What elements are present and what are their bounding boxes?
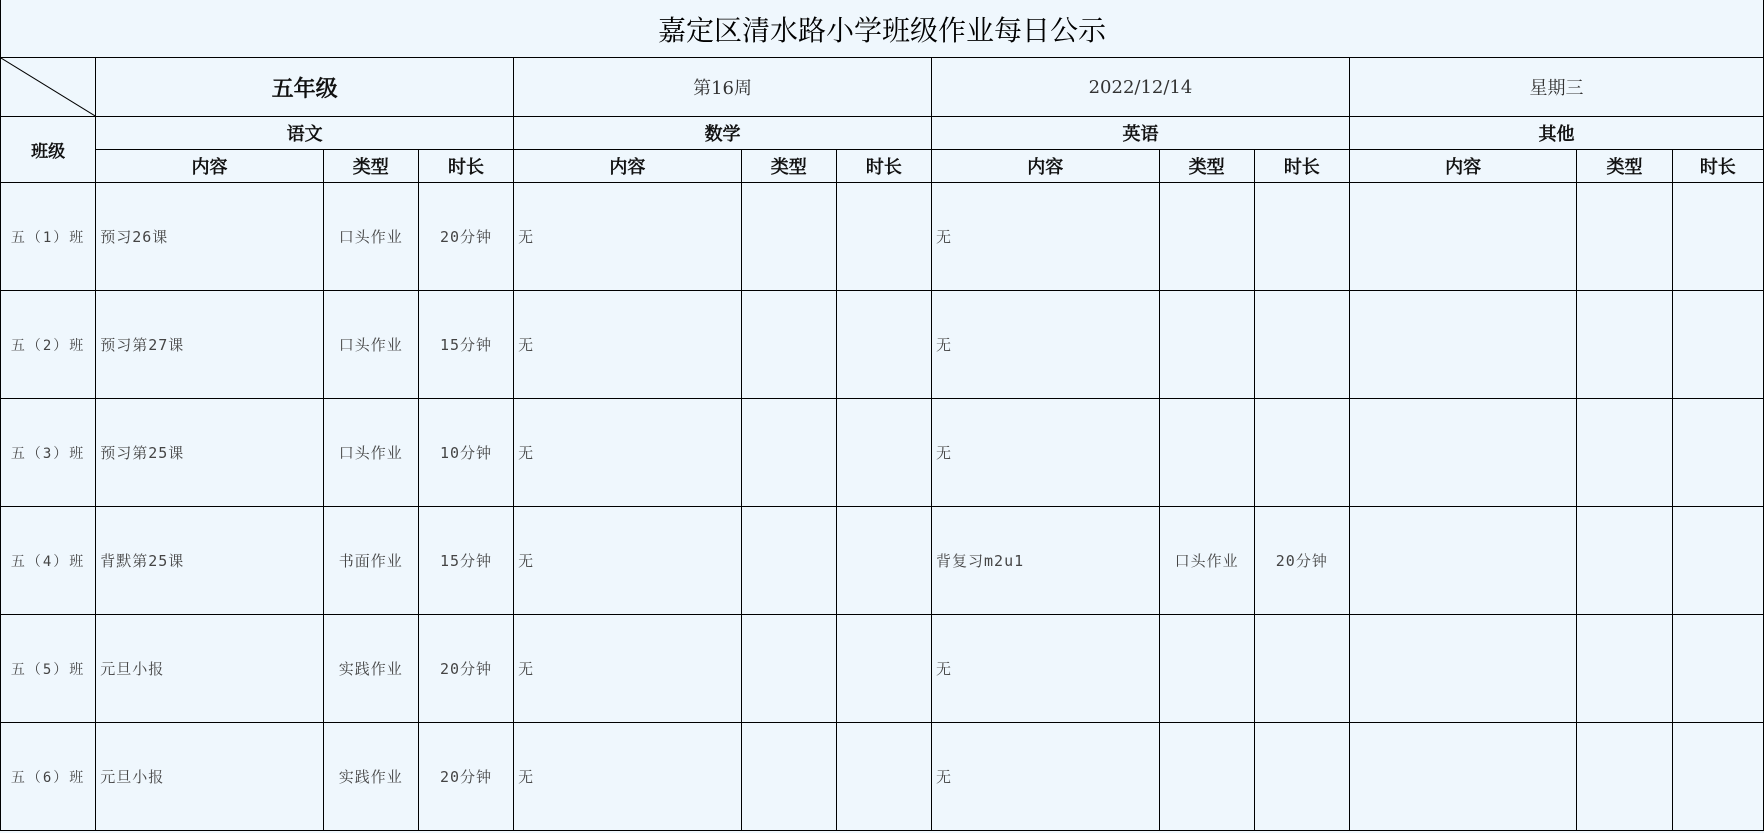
subject-header-english: 英语 xyxy=(932,117,1350,150)
other-type-cell[interactable] xyxy=(1577,507,1672,615)
class-name-cell[interactable]: 五（2）班 xyxy=(1,291,96,399)
table-row xyxy=(1,399,1764,507)
chinese-duration-cell[interactable]: 20分钟 xyxy=(418,723,513,831)
column-header-chinese-type: 类型 xyxy=(323,150,418,183)
other-duration-cell[interactable] xyxy=(1672,723,1763,831)
chinese-type-cell[interactable]: 实践作业 xyxy=(323,723,418,831)
english-duration-cell[interactable]: 20分钟 xyxy=(1254,507,1349,615)
other-content-cell[interactable] xyxy=(1349,183,1577,291)
page-title: 嘉定区清水路小学班级作业每日公示 xyxy=(1,0,1764,58)
other-duration-cell[interactable] xyxy=(1672,399,1763,507)
column-header-chinese-duration: 时长 xyxy=(418,150,513,183)
english-type-cell[interactable] xyxy=(1159,615,1254,723)
math-duration-cell[interactable] xyxy=(836,399,931,507)
chinese-duration-cell[interactable]: 20分钟 xyxy=(418,615,513,723)
english-content-cell[interactable]: 无 xyxy=(932,183,1160,291)
chinese-type-cell[interactable]: 口头作业 xyxy=(323,399,418,507)
other-content-cell[interactable] xyxy=(1349,507,1577,615)
table-row xyxy=(1,615,1764,723)
math-duration-cell[interactable] xyxy=(836,291,931,399)
class-name-cell[interactable]: 五（5）班 xyxy=(1,615,96,723)
table-row xyxy=(1,183,1764,291)
math-content-cell[interactable]: 无 xyxy=(514,507,742,615)
chinese-type-cell[interactable]: 口头作业 xyxy=(323,183,418,291)
class-column-header: 班级 xyxy=(1,117,96,183)
column-header-other-content: 内容 xyxy=(1349,150,1577,183)
diagonal-line-icon xyxy=(1,58,95,116)
math-content-cell[interactable]: 无 xyxy=(514,723,742,831)
english-type-cell[interactable]: 口头作业 xyxy=(1159,507,1254,615)
english-content-cell[interactable]: 无 xyxy=(932,723,1160,831)
chinese-content-cell[interactable]: 元旦小报 xyxy=(96,615,324,723)
other-type-cell[interactable] xyxy=(1577,615,1672,723)
math-duration-cell[interactable] xyxy=(836,615,931,723)
chinese-content-cell[interactable]: 预习第27课 xyxy=(96,291,324,399)
table-row xyxy=(1,507,1764,615)
math-type-cell[interactable] xyxy=(741,507,836,615)
chinese-duration-cell[interactable]: 15分钟 xyxy=(418,291,513,399)
chinese-content-cell[interactable]: 预习第25课 xyxy=(96,399,324,507)
table-row xyxy=(1,291,1764,399)
weekday-label: 星期三 xyxy=(1349,58,1763,117)
diagonal-header-cell xyxy=(1,58,96,117)
class-name-cell[interactable]: 五（3）班 xyxy=(1,399,96,507)
english-type-cell[interactable] xyxy=(1159,399,1254,507)
subject-header-chinese: 语文 xyxy=(96,117,514,150)
other-duration-cell[interactable] xyxy=(1672,507,1763,615)
other-content-cell[interactable] xyxy=(1349,291,1577,399)
class-name-cell[interactable]: 五（4）班 xyxy=(1,507,96,615)
math-content-cell[interactable]: 无 xyxy=(514,291,742,399)
english-type-cell[interactable] xyxy=(1159,723,1254,831)
chinese-type-cell[interactable]: 口头作业 xyxy=(323,291,418,399)
math-duration-cell[interactable] xyxy=(836,507,931,615)
english-content-cell[interactable]: 无 xyxy=(932,615,1160,723)
column-header-english-duration: 时长 xyxy=(1254,150,1349,183)
english-type-cell[interactable] xyxy=(1159,183,1254,291)
english-type-cell[interactable] xyxy=(1159,291,1254,399)
grade-label: 五年级 xyxy=(96,58,514,117)
english-duration-cell[interactable] xyxy=(1254,723,1349,831)
math-type-cell[interactable] xyxy=(741,723,836,831)
chinese-duration-cell[interactable]: 20分钟 xyxy=(418,183,513,291)
other-type-cell[interactable] xyxy=(1577,183,1672,291)
other-duration-cell[interactable] xyxy=(1672,291,1763,399)
chinese-type-cell[interactable]: 书面作业 xyxy=(323,507,418,615)
other-content-cell[interactable] xyxy=(1349,399,1577,507)
subject-header-other: 其他 xyxy=(1349,117,1763,150)
other-duration-cell[interactable] xyxy=(1672,183,1763,291)
math-duration-cell[interactable] xyxy=(836,183,931,291)
math-type-cell[interactable] xyxy=(741,399,836,507)
chinese-type-cell[interactable]: 实践作业 xyxy=(323,615,418,723)
table-row xyxy=(1,723,1764,831)
english-duration-cell[interactable] xyxy=(1254,291,1349,399)
math-duration-cell[interactable] xyxy=(836,723,931,831)
week-label: 第16周 xyxy=(514,58,932,117)
english-duration-cell[interactable] xyxy=(1254,615,1349,723)
math-content-cell[interactable]: 无 xyxy=(514,615,742,723)
english-content-cell[interactable]: 无 xyxy=(932,291,1160,399)
english-content-cell[interactable]: 无 xyxy=(932,399,1160,507)
other-content-cell[interactable] xyxy=(1349,723,1577,831)
column-header-math-content: 内容 xyxy=(514,150,742,183)
column-header-math-type: 类型 xyxy=(741,150,836,183)
math-content-cell[interactable]: 无 xyxy=(514,183,742,291)
column-header-other-type: 类型 xyxy=(1577,150,1672,183)
column-header-math-duration: 时长 xyxy=(836,150,931,183)
other-type-cell[interactable] xyxy=(1577,291,1672,399)
column-header-english-type: 类型 xyxy=(1159,150,1254,183)
math-content-cell[interactable]: 无 xyxy=(514,399,742,507)
english-content-cell[interactable]: 背复习m2u1 xyxy=(932,507,1160,615)
english-duration-cell[interactable] xyxy=(1254,183,1349,291)
chinese-content-cell[interactable]: 元旦小报 xyxy=(96,723,324,831)
other-type-cell[interactable] xyxy=(1577,723,1672,831)
class-name-cell[interactable]: 五（6）班 xyxy=(1,723,96,831)
chinese-duration-cell[interactable]: 10分钟 xyxy=(418,399,513,507)
chinese-content-cell[interactable]: 背默第25课 xyxy=(96,507,324,615)
math-type-cell[interactable] xyxy=(741,291,836,399)
subject-header-math: 数学 xyxy=(514,117,932,150)
math-type-cell[interactable] xyxy=(741,183,836,291)
chinese-content-cell[interactable]: 预习26课 xyxy=(96,183,324,291)
other-duration-cell[interactable] xyxy=(1672,615,1763,723)
other-content-cell[interactable] xyxy=(1349,615,1577,723)
column-header-english-content: 内容 xyxy=(932,150,1160,183)
date-label: 2022/12/14 xyxy=(932,58,1350,117)
chinese-duration-cell[interactable]: 15分钟 xyxy=(418,507,513,615)
english-duration-cell[interactable] xyxy=(1254,399,1349,507)
class-name-cell[interactable]: 五（1）班 xyxy=(1,183,96,291)
math-type-cell[interactable] xyxy=(741,615,836,723)
column-header-other-duration: 时长 xyxy=(1672,150,1763,183)
column-header-chinese-content: 内容 xyxy=(96,150,324,183)
other-type-cell[interactable] xyxy=(1577,399,1672,507)
